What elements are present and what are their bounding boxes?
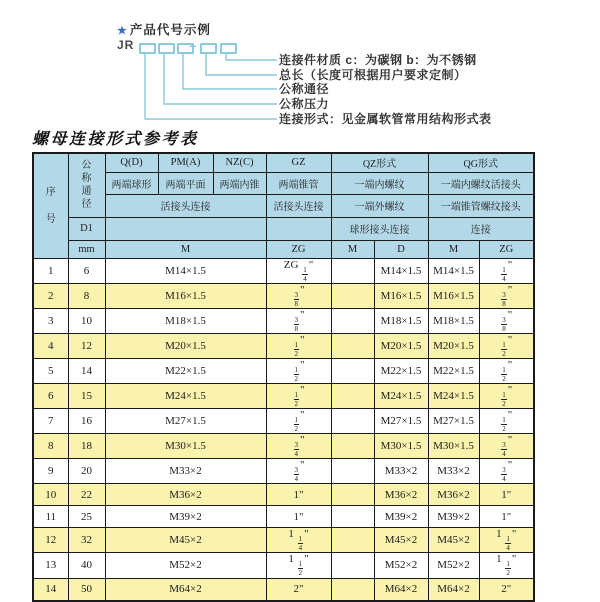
table-header: [33, 153, 534, 258]
reference-table: [32, 152, 535, 602]
diameter-header-text: 公称通径: [81, 160, 92, 211]
qg-m-cell: M33×2: [428, 459, 479, 484]
qz-d-cell: M39×2: [374, 506, 428, 528]
serial-cell: 1: [33, 258, 68, 283]
diameter-cell: 8: [68, 283, 105, 308]
serial-cell: 13: [33, 553, 68, 578]
qz-m-cell: [331, 506, 374, 528]
qg-zg-cell: 1 $\frac{1}{4}$ ": [479, 528, 534, 553]
qz-d-cell: M52×2: [374, 553, 428, 578]
code-label-length: 总长（长度可根据用户要求定制）: [279, 68, 467, 82]
type-qz-header: QZ形式: [331, 153, 428, 172]
qg-m-cell: M24×1.5: [428, 383, 479, 408]
qz-m-cell: [331, 434, 374, 459]
serial-cell: 8: [33, 434, 68, 459]
unit-qg-zg-header: ZG: [479, 240, 534, 258]
gz-cell: $\frac{3}{4}$ ": [266, 434, 331, 459]
qz-m-cell: [331, 484, 374, 506]
thread-m-cell: M16×1.5: [105, 283, 266, 308]
serial-cell: 3: [33, 308, 68, 333]
gz-desc-header: 两端锥管: [266, 172, 331, 194]
qz-d-cell: M20×1.5: [374, 333, 428, 358]
table-title: 螺母连接形式参考表: [32, 129, 199, 148]
qg-m-cell: M52×2: [428, 553, 479, 578]
qz-d-cell: M22×1.5: [374, 358, 428, 383]
qz-external-header: 一端外螺纹: [331, 194, 428, 217]
serial-cell: 7: [33, 409, 68, 434]
qz-d-cell: M64×2: [374, 578, 428, 601]
qg-taper-header: 一端锥管螺纹接头: [428, 194, 534, 217]
qz-d-cell: M30×1.5: [374, 434, 428, 459]
qg-zg-cell: $\frac{3}{4}$ ": [479, 459, 534, 484]
gz-cell: $\frac{1}{2}$ ": [266, 358, 331, 383]
serial-cell: 6: [33, 383, 68, 408]
qg-zg-cell: $\frac{1}{4}$ ": [479, 258, 534, 283]
table-row: [33, 459, 534, 484]
gz-cell: 1": [266, 484, 331, 506]
qg-m-cell: M45×2: [428, 528, 479, 553]
code-box-4: [200, 43, 217, 54]
product-code-diagram: [0, 0, 600, 130]
diameter-cell: 15: [68, 383, 105, 408]
nz-desc-header: 两端内锥: [213, 172, 266, 194]
product-code-heading: [117, 20, 211, 38]
product-code-heading-text: 产品代号示例: [129, 23, 211, 37]
qg-zg-cell: 1": [479, 484, 534, 506]
unit-zg-header: ZG: [266, 240, 331, 258]
q-desc-header: 两端球形: [105, 172, 158, 194]
qz-m-cell: [331, 578, 374, 601]
qz-d-cell: M33×2: [374, 459, 428, 484]
serial-cell: 5: [33, 358, 68, 383]
qz-m-cell: [331, 528, 374, 553]
mm-header: mm: [68, 240, 105, 258]
serial-cell: 11: [33, 506, 68, 528]
table-row: [33, 528, 534, 553]
qg-m-cell: M18×1.5: [428, 308, 479, 333]
table-row: [33, 333, 534, 358]
qz-d-cell: M14×1.5: [374, 258, 428, 283]
gz-cell: $\frac{1}{2}$ ": [266, 333, 331, 358]
gz-cell: 1 $\frac{1}{2}$ ": [266, 553, 331, 578]
code-dash: –: [189, 37, 197, 53]
thread-m-cell: M45×2: [105, 528, 266, 553]
type-qg-header: QG形式: [428, 153, 534, 172]
gz-cell: $\frac{3}{8}$ ": [266, 308, 331, 333]
serial-cell: 4: [33, 333, 68, 358]
qz-d-cell: M36×2: [374, 484, 428, 506]
diameter-cell: 20: [68, 459, 105, 484]
thread-m-cell: M33×2: [105, 459, 266, 484]
table-body: [33, 258, 534, 601]
diameter-cell: 6: [68, 258, 105, 283]
qg-m-cell: M64×2: [428, 578, 479, 601]
qz-m-cell: [331, 258, 374, 283]
thread-m-cell: M14×1.5: [105, 258, 266, 283]
gz-cell: 2": [266, 578, 331, 601]
diameter-cell: 16: [68, 409, 105, 434]
qz-d-cell: M45×2: [374, 528, 428, 553]
thread-m-cell: M52×2: [105, 553, 266, 578]
qz-m-cell: [331, 409, 374, 434]
code-label-connection: 连接形式：见金属软管常用结构形式表: [279, 112, 492, 126]
table-row: [33, 308, 534, 333]
thread-m-cell: M39×2: [105, 506, 266, 528]
serial-cell: 14: [33, 578, 68, 601]
table-row: [33, 484, 534, 506]
thread-m-cell: M36×2: [105, 484, 266, 506]
serial-header-text: 序号: [45, 186, 56, 225]
code-label-pressure: 公称压力: [279, 97, 330, 111]
diameter-cell: 40: [68, 553, 105, 578]
blank-header-gz: [266, 217, 331, 240]
thread-m-cell: M18×1.5: [105, 308, 266, 333]
thread-m-cell: M27×1.5: [105, 409, 266, 434]
table-row: [33, 283, 534, 308]
diameter-cell: 14: [68, 358, 105, 383]
type-q-header: Q(D): [105, 153, 158, 172]
gz-cell: $\frac{1}{2}$ ": [266, 409, 331, 434]
qz-ball-connect-header: 球形接头连接: [331, 217, 428, 240]
qg-zg-cell: $\frac{1}{2}$ ": [479, 409, 534, 434]
qz-m-cell: [331, 333, 374, 358]
code-box-5: [220, 43, 237, 54]
type-nz-header: NZ(C): [213, 153, 266, 172]
gz-cell: ZG $\frac{1}{4}$ ": [266, 258, 331, 283]
qz-d-cell: M16×1.5: [374, 283, 428, 308]
type-pm-header: PM(A): [158, 153, 213, 172]
qg-m-cell: M20×1.5: [428, 333, 479, 358]
unit-qz-m-header: M: [331, 240, 374, 258]
qg-zg-cell: $\frac{3}{8}$ ": [479, 308, 534, 333]
thread-m-cell: M64×2: [105, 578, 266, 601]
gz-cell: 1 $\frac{1}{4}$ ": [266, 528, 331, 553]
serial-cell: 9: [33, 459, 68, 484]
gz-cell: $\frac{3}{8}$ ": [266, 283, 331, 308]
qg-zg-cell: $\frac{1}{2}$ ": [479, 333, 534, 358]
qz-m-cell: [331, 358, 374, 383]
table-row: [33, 506, 534, 528]
qz-d-cell: M24×1.5: [374, 383, 428, 408]
table-row: [33, 553, 534, 578]
qg-zg-cell: $\frac{3}{4}$ ": [479, 434, 534, 459]
table-row: [33, 434, 534, 459]
qz-desc-header: 一端内螺纹: [331, 172, 428, 194]
serial-cell: 12: [33, 528, 68, 553]
diameter-cell: 25: [68, 506, 105, 528]
table-row: [33, 578, 534, 601]
table-row: [33, 258, 534, 283]
d1-header: D1: [68, 217, 105, 240]
unit-qg-m-header: M: [428, 240, 479, 258]
qg-m-cell: M22×1.5: [428, 358, 479, 383]
unit-m-header: M: [105, 240, 266, 258]
serial-header: [33, 153, 68, 258]
gz-cell: 1": [266, 506, 331, 528]
diameter-cell: 22: [68, 484, 105, 506]
diameter-cell: 12: [68, 333, 105, 358]
qz-m-cell: [331, 383, 374, 408]
union-connect-header: 活接头连接: [105, 194, 266, 217]
table-row: [33, 358, 534, 383]
qg-zg-cell: 1 $\frac{1}{2}$ ": [479, 553, 534, 578]
qz-m-cell: [331, 308, 374, 333]
serial-cell: 2: [33, 283, 68, 308]
table-row: [33, 383, 534, 408]
gz-cell: $\frac{3}{4}$ ": [266, 459, 331, 484]
serial-cell: 10: [33, 484, 68, 506]
pm-desc-header: 两端平面: [158, 172, 213, 194]
qz-m-cell: [331, 283, 374, 308]
qg-m-cell: M27×1.5: [428, 409, 479, 434]
blank-header-left: [105, 217, 266, 240]
thread-m-cell: M22×1.5: [105, 358, 266, 383]
qg-m-cell: M30×1.5: [428, 434, 479, 459]
gz-cell: $\frac{1}{2}$ ": [266, 383, 331, 408]
code-prefix: JR: [117, 38, 135, 52]
code-label-diameter: 公称通径: [279, 82, 330, 96]
diameter-cell: 32: [68, 528, 105, 553]
qg-desc-header: 一端内螺纹活接头: [428, 172, 534, 194]
qg-m-cell: M16×1.5: [428, 283, 479, 308]
code-label-material: 连接件材质 c：为碳钢 b：为不锈钢: [279, 53, 477, 67]
diameter-cell: 18: [68, 434, 105, 459]
unit-qz-d-header: D: [374, 240, 428, 258]
star-icon: ★: [117, 25, 128, 37]
qg-m-cell: M36×2: [428, 484, 479, 506]
qg-zg-cell: 2": [479, 578, 534, 601]
thread-m-cell: M20×1.5: [105, 333, 266, 358]
code-box-2: [158, 43, 175, 54]
qg-zg-cell: $\frac{1}{2}$ ": [479, 383, 534, 408]
thread-m-cell: M24×1.5: [105, 383, 266, 408]
diameter-cell: 50: [68, 578, 105, 601]
qg-zg-cell: $\frac{1}{2}$ ": [479, 358, 534, 383]
qz-d-cell: M27×1.5: [374, 409, 428, 434]
gz-connect-header: 活接头连接: [266, 194, 331, 217]
diameter-header: [68, 153, 105, 217]
type-gz-header: GZ: [266, 153, 331, 172]
qg-m-cell: M39×2: [428, 506, 479, 528]
qz-m-cell: [331, 553, 374, 578]
qz-d-cell: M18×1.5: [374, 308, 428, 333]
table-row: [33, 409, 534, 434]
diameter-cell: 10: [68, 308, 105, 333]
qg-connect-header: 连接: [428, 217, 534, 240]
qg-zg-cell: $\frac{3}{8}$ ": [479, 283, 534, 308]
qg-m-cell: M14×1.5: [428, 258, 479, 283]
qz-m-cell: [331, 459, 374, 484]
code-box-1: [139, 43, 156, 54]
thread-m-cell: M30×1.5: [105, 434, 266, 459]
qg-zg-cell: 1": [479, 506, 534, 528]
